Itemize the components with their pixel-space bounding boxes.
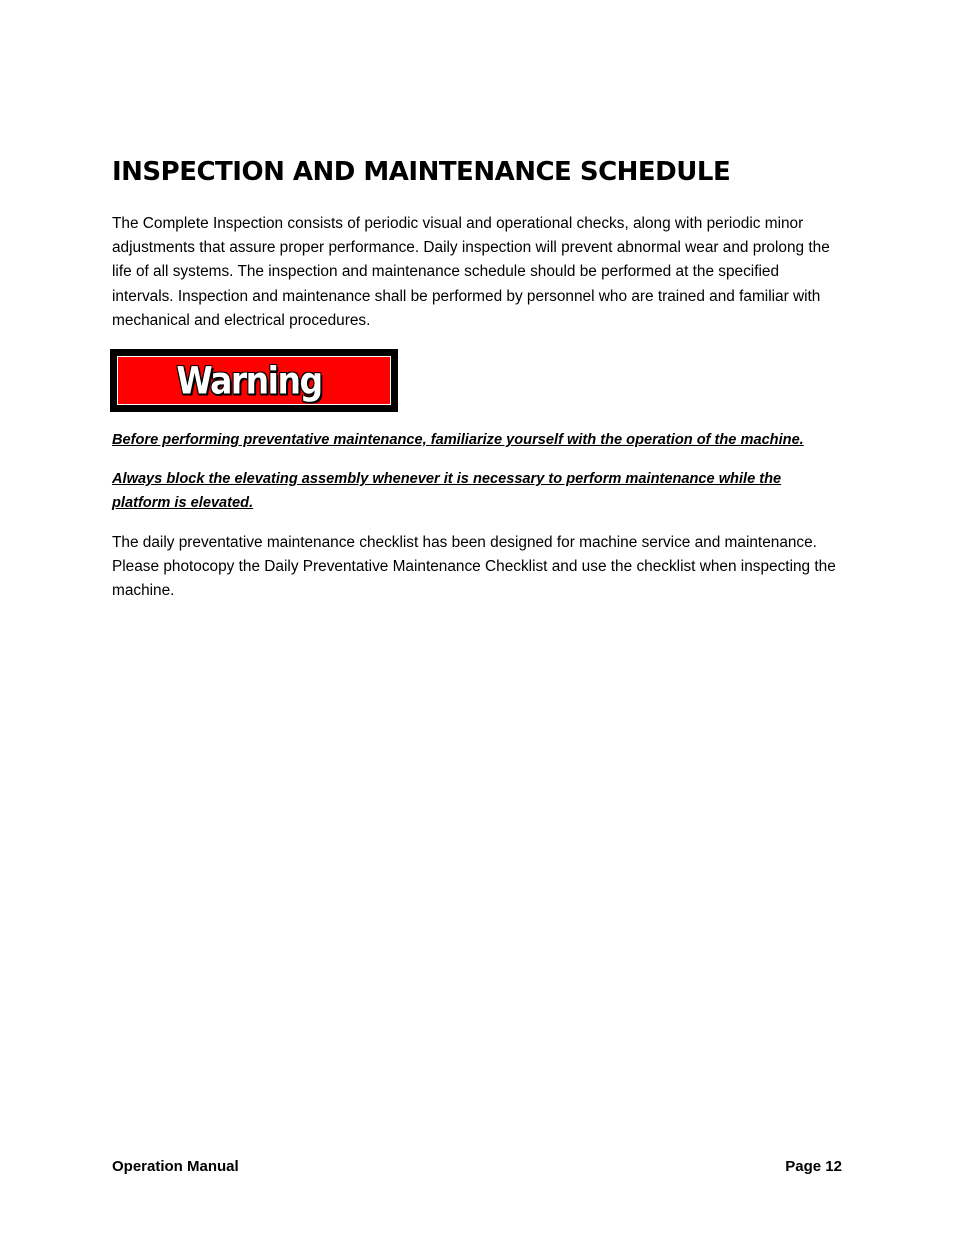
warning-label: Warning xyxy=(176,358,322,403)
warning-line-familiarize: Before performing preventative maintenance, familiarize yourself with the operation of the machine. xyxy=(112,432,804,448)
intro-paragraph: The Complete Inspection consists of periodic visual and operational checks, along with periodic minor adjustments that assure proper performance. Daily inspection will prevent abnormal wear and prolong the life of all systems. The inspection and maintenance schedule should be performed at the specified intervals. Inspection and maintenance shall be performed by personnel who are trained and familiar with mechanical and electrical procedures. xyxy=(112,215,830,329)
footer-page-number: Page 12 xyxy=(785,1158,842,1175)
warning-badge xyxy=(110,349,398,412)
page-title: INSPECTION AND MAINTENANCE SCHEDULE xyxy=(112,157,731,187)
warning-line-block-assembly: Always block the elevating assembly whenever it is necessary to perform maintenance while the platform is elevated. xyxy=(112,471,782,511)
closing-paragraph: The daily preventative maintenance checklist has been designed for machine service and maintenance. Please photocopy the Daily Preventative Maintenance Checklist and use the checklist when inspecting the machine. xyxy=(112,534,836,600)
warning-badge-panel xyxy=(117,356,391,405)
footer-manual-title: Operation Manual xyxy=(112,1158,239,1175)
